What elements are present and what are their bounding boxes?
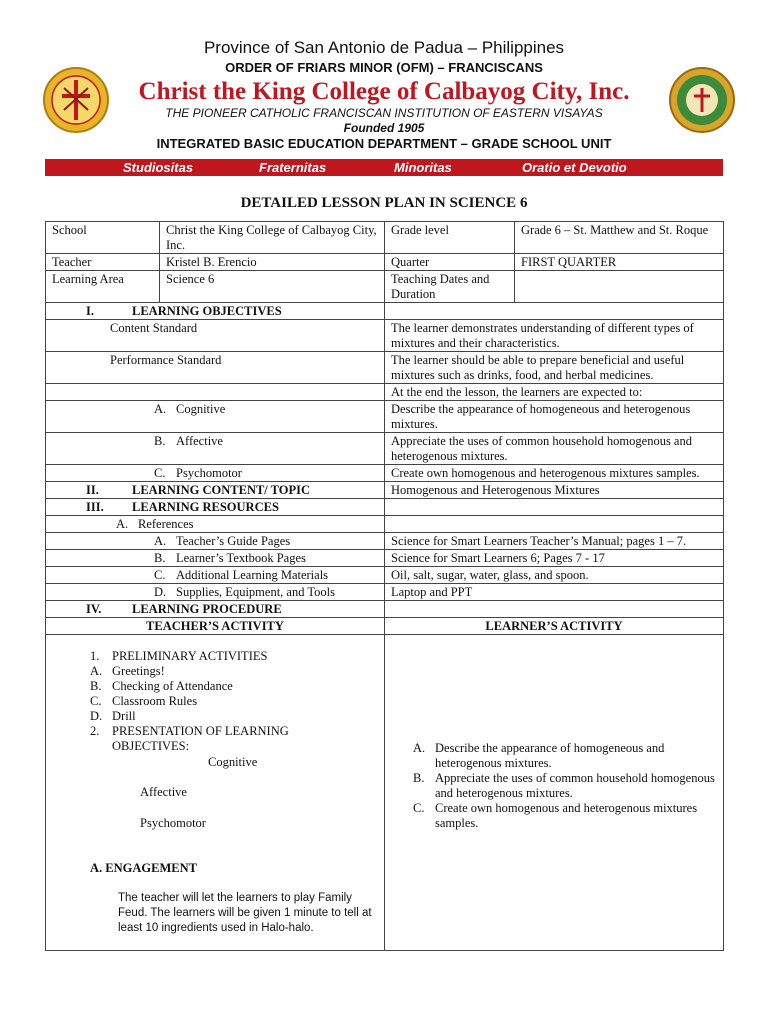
order-line: ORDER OF FRIARS MINOR (OFM) – FRANCISCANS bbox=[225, 60, 543, 75]
teacher-label: Teacher bbox=[46, 254, 160, 271]
teacher-activity-cell bbox=[46, 635, 385, 951]
content-topic-value: Homogenous and Heterogenous Mixtures bbox=[385, 482, 724, 499]
activity-body-row bbox=[46, 635, 724, 951]
performance-standard-row bbox=[46, 352, 724, 384]
lesson-plan-title: DETAILED LESSON PLAN IN SCIENCE 6 bbox=[240, 195, 528, 211]
resource-value: Science for Smart Learners Teacher’s Manual; pages 1 – 7. bbox=[385, 533, 724, 550]
content-standard-label: Content Standard bbox=[46, 320, 385, 352]
pioneer-line: THE PIONEER CATHOLIC FRANCISCAN INSTITUTION OF EASTERN VISAYAS bbox=[165, 106, 603, 120]
resource-label: C. Additional Learning Materials bbox=[46, 567, 385, 584]
motto-minoritas: Minoritas bbox=[394, 160, 452, 175]
motto-fraternitas: Fraternitas bbox=[259, 160, 327, 175]
objectives-heading: I. LEARNING OBJECTIVES bbox=[46, 303, 385, 320]
resource-value: Laptop and PPT bbox=[385, 584, 724, 601]
engagement-text: The teacher will let the learners to play Family Feud. The learners will be given 1 minute to tell at least 10 ingredients used in Halo-halo. bbox=[118, 892, 372, 934]
resources-heading-row bbox=[46, 499, 724, 516]
teacher-activity-heading: TEACHER’S ACTIVITY bbox=[46, 618, 385, 635]
founded-line: Founded 1905 bbox=[343, 121, 425, 135]
activity-head-row bbox=[46, 618, 724, 635]
college-name: Christ the King College of Calbayog City, Inc. bbox=[138, 78, 630, 105]
resource-row bbox=[46, 567, 724, 584]
province-line: Province of San Antonio de Padua – Philippines bbox=[203, 38, 565, 57]
resources-heading: III. LEARNING RESOURCES bbox=[46, 499, 385, 516]
grade-value: Grade 6 – St. Matthew and St. Roque bbox=[515, 222, 724, 254]
dates-label: Teaching Dates and Duration bbox=[385, 271, 515, 303]
procedure-heading: IV. LEARNING PROCEDURE bbox=[46, 601, 385, 618]
references-row bbox=[46, 516, 724, 533]
preliminary-heading: 1. PRELIMINARY ACTIVITIES bbox=[90, 649, 268, 663]
content-topic-row bbox=[46, 482, 724, 499]
engagement-heading: A. ENGAGEMENT bbox=[90, 861, 197, 875]
info-row-teacher bbox=[46, 254, 724, 271]
presentation-heading: 2. PRESENTATION OF LEARNING bbox=[90, 724, 289, 738]
preliminary-item: D. Drill bbox=[90, 709, 136, 723]
objective-row bbox=[46, 401, 724, 433]
resource-row bbox=[46, 533, 724, 550]
area-label: Learning Area bbox=[46, 271, 160, 303]
learner-item: A. Describe the appearance of homogeneous and heterogenous mixtures. bbox=[413, 741, 665, 770]
end-lesson-text: At the end the lesson, the learners are expected to: bbox=[385, 384, 724, 401]
objective-row bbox=[46, 465, 724, 482]
objective-value: Appreciate the uses of common household homogenous and heterogenous mixtures. bbox=[385, 433, 724, 465]
performance-standard-label: Performance Standard bbox=[46, 352, 385, 384]
objective-label: B. Affective bbox=[46, 433, 385, 465]
objectives-heading-row bbox=[46, 303, 724, 320]
preliminary-item: C. Classroom Rules bbox=[90, 694, 198, 708]
objective-row bbox=[46, 433, 724, 465]
school-label: School bbox=[46, 222, 160, 254]
presentation-heading-cont: OBJECTIVES: bbox=[112, 739, 190, 753]
performance-standard-value: The learner should be able to prepare beneficial and useful mixtures such as drinks, food, and herbal medicines. bbox=[385, 352, 724, 384]
references-label: A. References bbox=[46, 516, 385, 533]
preliminary-item: A. Greetings! bbox=[90, 664, 165, 678]
resource-value: Science for Smart Learners 6; Pages 7 - 17 bbox=[385, 550, 724, 567]
objective-label: A. Cognitive bbox=[46, 401, 385, 433]
resource-label: A. Teacher’s Guide Pages bbox=[46, 533, 385, 550]
motto-oratio: Oratio et Devotio bbox=[522, 160, 627, 175]
objective-value: Create own homogenous and heterogenous mixtures samples. bbox=[385, 465, 724, 482]
quarter-label: Quarter bbox=[385, 254, 515, 271]
objective-value: Describe the appearance of homogeneous and heterogenous mixtures. bbox=[385, 401, 724, 433]
learner-activity-cell bbox=[385, 635, 724, 951]
affective-label: Affective bbox=[140, 785, 187, 799]
content-standard-value: The learner demonstrates understanding of different types of mixtures and their characteristics. bbox=[385, 320, 724, 352]
lesson-plan-table bbox=[45, 221, 724, 951]
quarter-value: FIRST QUARTER bbox=[515, 254, 724, 271]
content-heading: II. LEARNING CONTENT/ TOPIC bbox=[46, 482, 385, 499]
end-lesson-row bbox=[46, 384, 724, 401]
learner-item: C. Create own homogenous and heterogenous mixtures samples. bbox=[413, 801, 698, 830]
motto-studiositas: Studiositas bbox=[123, 160, 194, 175]
resource-value: Oil, salt, sugar, water, glass, and spoon. bbox=[385, 567, 724, 584]
psychomotor-label: Psychomotor bbox=[140, 816, 206, 830]
grade-label: Grade level bbox=[385, 222, 515, 254]
content-standard-row bbox=[46, 320, 724, 352]
resource-row bbox=[46, 550, 724, 567]
procedure-heading-row bbox=[46, 601, 724, 618]
cognitive-label: Cognitive bbox=[208, 755, 258, 769]
resource-label: B. Learner’s Textbook Pages bbox=[46, 550, 385, 567]
info-row-school bbox=[46, 222, 724, 254]
letterhead bbox=[0, 0, 768, 180]
resource-label: D. Supplies, Equipment, and Tools bbox=[46, 584, 385, 601]
motto-bar bbox=[45, 159, 723, 176]
area-value: Science 6 bbox=[160, 271, 385, 303]
resource-row bbox=[46, 584, 724, 601]
learner-activity-heading: LEARNER’S ACTIVITY bbox=[385, 618, 724, 635]
learner-item: B. Appreciate the uses of common household homogenous and heterogenous mixtures. bbox=[413, 771, 715, 800]
objective-label: C. Psychomotor bbox=[46, 465, 385, 482]
dates-value bbox=[515, 271, 724, 303]
teacher-value: Kristel B. Erencio bbox=[160, 254, 385, 271]
info-row-area bbox=[46, 271, 724, 303]
preliminary-item: B. Checking of Attendance bbox=[90, 679, 233, 693]
department-line: INTEGRATED BASIC EDUCATION DEPARTMENT – GRADE SCHOOL UNIT bbox=[156, 136, 612, 151]
school-value: Christ the King College of Calbayog City, Inc. bbox=[160, 222, 385, 254]
